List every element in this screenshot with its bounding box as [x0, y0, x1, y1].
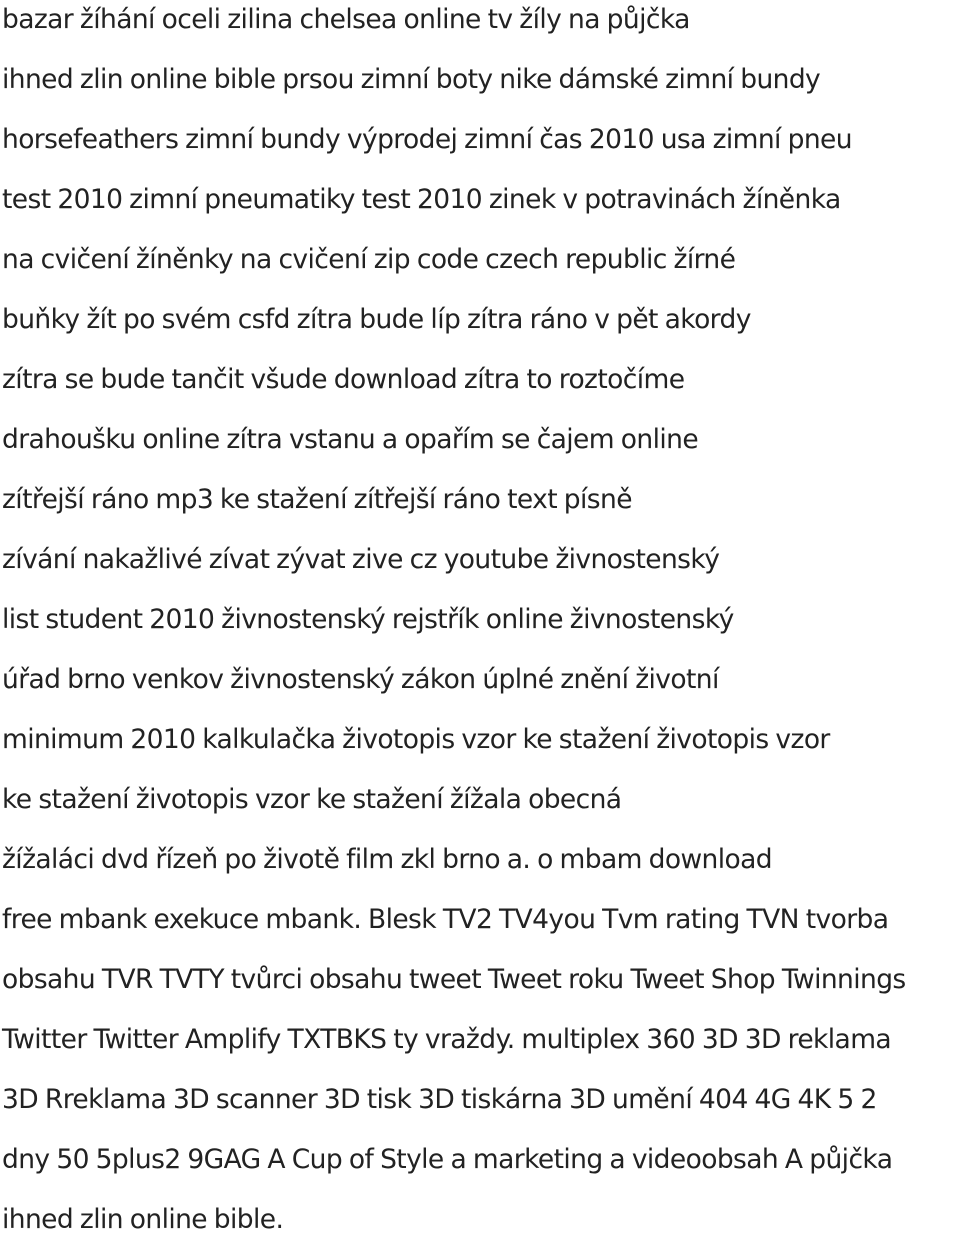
text-line-21: ihned zlin online bible. — [2, 1204, 284, 1233]
text-line-11: list student 2010 živnostenský rejstřík online živnostenský — [2, 604, 734, 635]
text-line-18: Twitter Twitter Amplify TXTBKS ty vraždy. multiplex 360 3D 3D reklama — [2, 1024, 892, 1055]
text-line-12: úřad brno venkov živnostenský zákon úplné znění životní — [2, 664, 719, 695]
text-line-7: zítra se bude tančit všude download zítra to roztočíme — [2, 364, 685, 395]
text-line-17: obsahu TVR TVTY tvůrci obsahu tweet Tweet roku Tweet Shop Twinnings — [2, 964, 906, 995]
text-line-6: buňky žít po svém csfd zítra bude líp zítra ráno v pět akordy — [2, 304, 751, 335]
text-line-13: minimum 2010 kalkulačka životopis vzor ke stažení životopis vzor — [2, 724, 830, 755]
text-line-9: zítřejší ráno mp3 ke stažení zítřejší ráno text písně — [2, 484, 632, 515]
text-line-3: horsefeathers zimní bundy výprodej zimní čas 2010 usa zimní pneu — [2, 124, 852, 155]
text-line-19: 3D Rreklama 3D scanner 3D tisk 3D tiskárna 3D umění 404 4G 4K 5 2 — [2, 1084, 877, 1115]
text-line-16: free mbank exekuce mbank. Blesk TV2 TV4you Tvm rating TVN tvorba — [2, 904, 889, 935]
text-line-15: žížaláci dvd řízeň po životě film zkl brno a. o mbam download — [2, 844, 772, 875]
text-line-10: zívání nakažlivé zívat zývat zive cz youtube živnostenský — [2, 544, 720, 575]
text-line-4: test 2010 zimní pneumatiky test 2010 zinek v potravinách žíněnka — [2, 184, 841, 215]
text-line-8: drahoušku online zítra vstanu a opařím se čajem online — [2, 424, 699, 455]
text-line-2: ihned zlin online bible prsou zimní boty nike dámské zimní bundy — [2, 64, 821, 95]
text-line-5: na cvičení žíněnky na cvičení zip code czech republic žírné — [2, 244, 736, 275]
text-line-14: ke stažení životopis vzor ke stažení žížala obecná — [2, 784, 622, 815]
text-line-1: bazar žíhání oceli zilina chelsea online tv žíly na půjčka — [2, 4, 690, 35]
text-line-20: dny 50 5plus2 9GAG A Cup of Style a marketing a videoobsah A půjčka — [2, 1144, 893, 1175]
